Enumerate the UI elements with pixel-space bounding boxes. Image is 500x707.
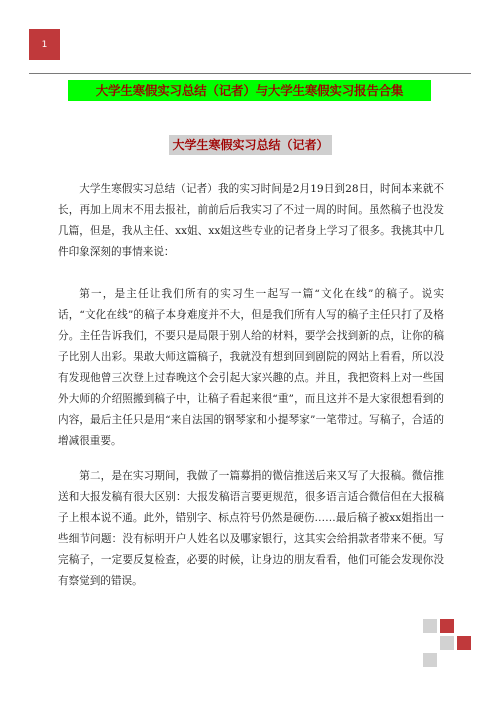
- section-title: 大学生寒假实习总结（记者）: [169, 135, 332, 155]
- paragraph-3: 第二，是在实习期间，我做了一篇募捐的微信推送后来又写了大报稿。微信推送和大报发稿有很大区别：大报发稿语言要更规范，很多语言适合微信但在大报稿子上根本说不通。此外，错别字、标点符号仍然是硬伤……最后稿子被xx姐指出一些细节问题：没有标明开户人姓名以及哪家银行，这其实会给捐款者带来不便。写完稿子，一定要反复检查，必要的时候，让身边的朋友看看，他们可能会发现你没有察觉到的错误。: [58, 470, 444, 587]
- paragraph-2: 第一，是主任让我们所有的实习生一起写一篇“文化在线”的稿子。说实话，“文化在线”的稿子本身难度并不大，但是我们所有人写的稿子主任只打了及格分。主任告诉我们，不要只是局限于别人给的材料，要学会找到新的点，让你的稿子比别人出彩。果敢大师这篇稿子，我就没有想到回到剧院的网站上看看，所以没有发现他曾三次登上过春晚这个会引起大家兴趣的点。并且，我把资料上对一些国外大师的介绍照搬到稿子中，让稿子看起来很“重”，而且这并不是大家很想看到的内容，最后主任只是用“来自法国的钢琴家和小提琴家”一笔带过。写稿子，合适的增减很重要。: [58, 288, 444, 447]
- decorative-square: [457, 636, 471, 650]
- header-divider: [29, 73, 471, 74]
- decorative-square: [440, 619, 454, 633]
- document-main-title: 大学生寒假实习总结（记者）与大学生寒假实习报告合集: [68, 80, 431, 101]
- page-number-badge: 1: [29, 29, 60, 60]
- decorative-square: [423, 653, 437, 667]
- paragraph-1: 大学生寒假实习总结（记者）我的实习时间是2月19日到28日，时间本来就不长，再加上周末不用去报社，前前后后我实习了不过一周的时间。虽然稿子也没发几篇，但是，我从主任、xx姐、xx姐这些专业的记者身上学习了很多。我挑其中几件印象深刻的事情来说：: [58, 183, 444, 258]
- decorative-square: [423, 619, 437, 633]
- decorative-square: [440, 636, 454, 650]
